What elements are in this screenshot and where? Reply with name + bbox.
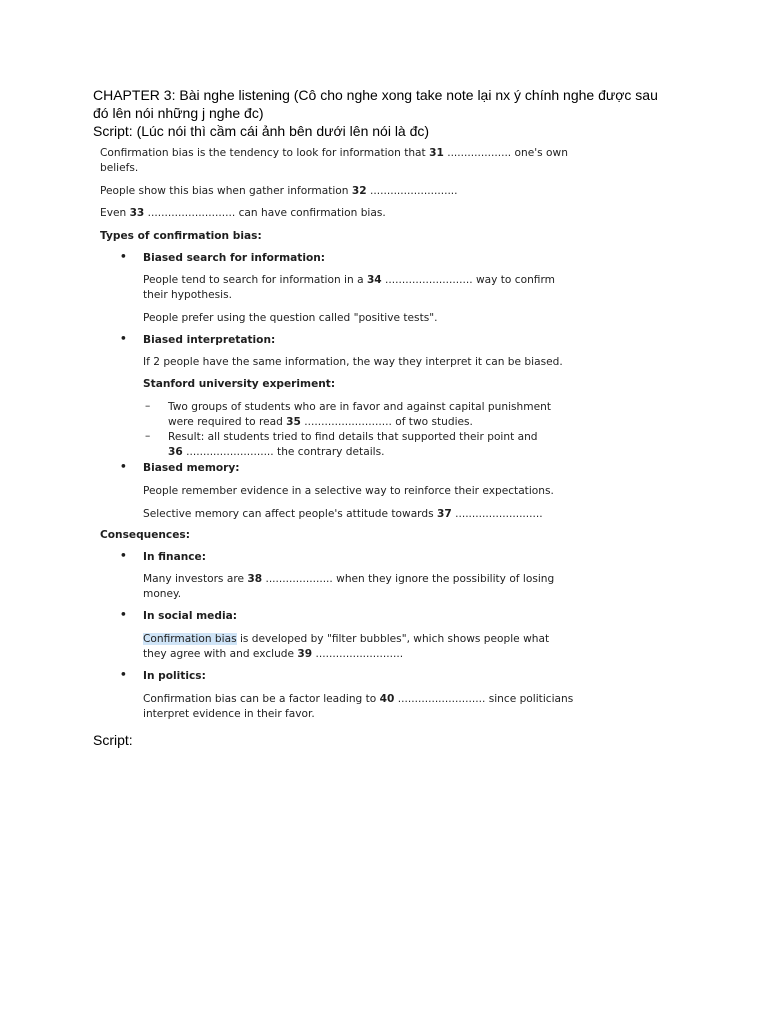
social-media-heading: In social media: [143,610,237,622]
consequences-heading: Consequences: [100,529,190,541]
script-note: Script: (Lúc nói thì cầm cái ảnh bên dưới lên nói là đc) [93,123,430,139]
bullet-icon: • [120,669,127,681]
bullet-icon: • [120,461,127,473]
bullet-icon: • [120,251,127,263]
bullet-icon: • [120,609,127,621]
biased-memory-heading: Biased memory: [143,462,240,474]
biased-interpretation-heading: Biased interpretation: [143,334,276,346]
script-label: Script: [93,732,133,748]
memory-line: People remember evidence in a selective way to reinforce their expectations. [143,485,554,497]
politics-heading: In politics: [143,670,206,682]
interpretation-line: If 2 people have the same information, the way they interpret it can be biased. [143,356,563,368]
line-31: Confirmation bias is the tendency to look for information that 31 ................... one's own [100,147,568,159]
positive-tests-line: People prefer using the question called "positive tests". [143,312,438,324]
document-header [93,86,693,140]
finance-heading: In finance: [143,551,206,563]
stanford-heading: Stanford university experiment: [143,378,336,390]
social-media-line: Confirmation bias is developed by "filter bubbles", which shows people what [143,633,550,645]
dash-icon: – [145,430,151,442]
result-line: Result: all students tried to find details that supported their point and [168,431,538,443]
line-32: People show this bias when gather information 32 .......................... [100,185,458,197]
chapter-title-cont: đó lên nói những j nghe đc) [93,105,264,121]
line-37: Selective memory can affect people's attitude towards 37 .......................... [143,508,543,520]
line-40: Confirmation bias can be a factor leading to 40 .......................... since politicians [143,693,574,705]
line-39: they agree with and exclude 39 .......................... [143,648,404,660]
biased-search-heading: Biased search for information: [143,252,326,264]
dash-icon: – [145,400,151,412]
line-38: Many investors are 38 .................... when they ignore the possibility of losing [143,573,555,585]
bullet-icon: • [120,333,127,345]
line-34: People tend to search for information in a 34 .......................... way to confirm [143,274,555,286]
line-35: were required to read 35 .......................... of two studies. [168,416,473,428]
line-40-cont: interpret evidence in their favor. [143,708,315,720]
line-34-cont: their hypothesis. [143,289,232,301]
chapter-title: CHAPTER 3: Bài nghe listening (Cô cho nghe xong take note lại nx ý chính nghe được sau [93,87,658,103]
line-36: 36 .......................... the contrary details. [168,446,385,458]
types-heading: Types of confirmation bias: [100,230,262,242]
line-38-cont: money. [143,588,182,600]
bullet-icon: • [120,550,127,562]
line-33: Even 33 .......................... can have confirmation bias. [100,207,386,219]
experiment-line-1: Two groups of students who are in favor and against capital punishment [168,401,551,413]
highlighted-text: Confirmation bias [143,633,237,645]
line-31-cont: beliefs. [100,162,139,174]
